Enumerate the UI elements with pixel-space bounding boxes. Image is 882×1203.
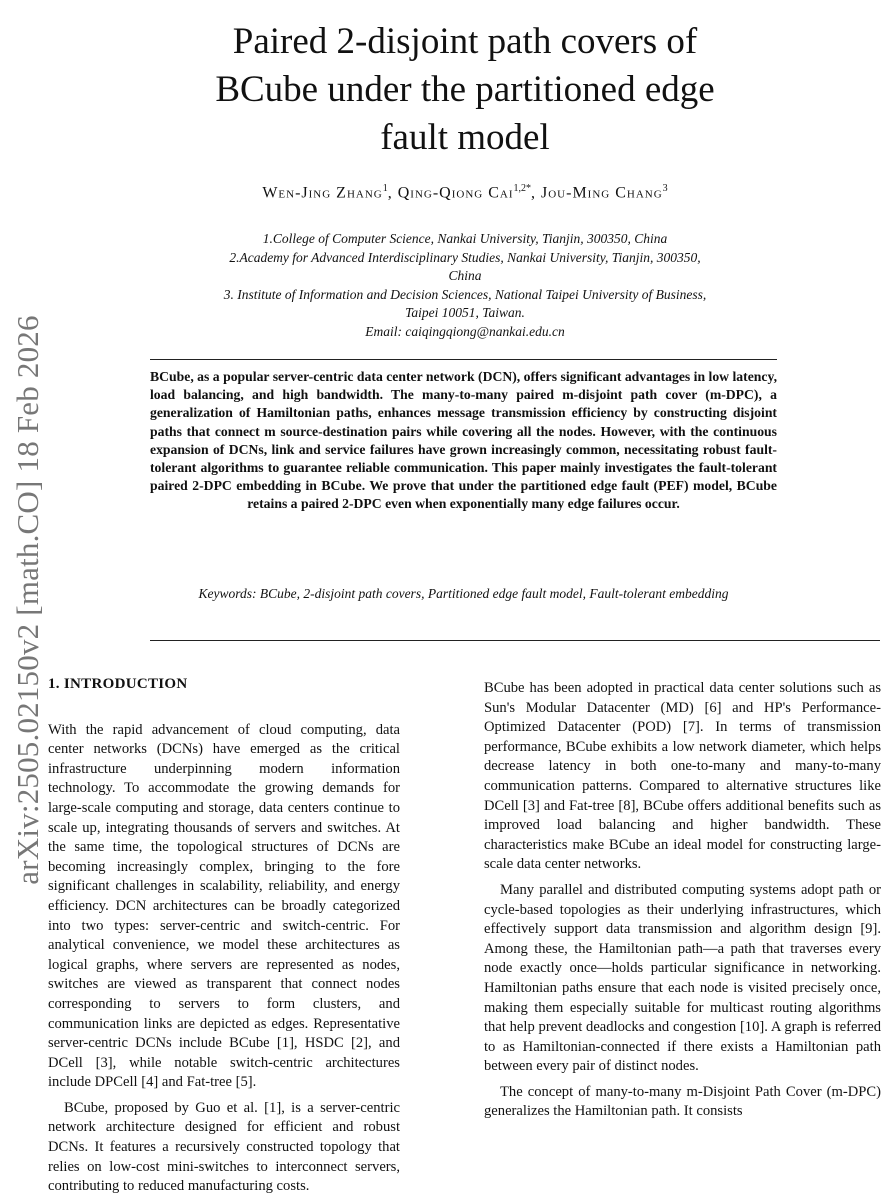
author-separator: , (387, 184, 398, 202)
title-line-3: fault model (380, 117, 550, 158)
paragraph: With the rapid advancement of cloud computing, data center networks (DCNs) have emerged as the critical infrastructure underpinning modern information technology. To accommodate the growing demands for large-scale computing and storage, data centers continue to scale up, integrating thousands of servers and switches. At the same time, the topological structures of DCNs are becoming increasingly complex, bringing to the fore significant challenges in scalability, reliability, and energy efficiency. DCN architectures can be broadly categorized into two types: server-centric and switch-centric. For analytical convenience, we model these architectures as logical graphs, where servers are represented as nodes, switches are viewed as transparent that connect nodes corresponding to servers to form clusters, and communication links are depicted as edges. Representative server-centric DCNs include BCube [1], HSDC [2], and DCell [3], while notable switch-centric architectures include DPCell [4] and Fat-tree [5]. (48, 721, 400, 1091)
affiliation-line: Taipei 10051, Taiwan. (405, 305, 525, 320)
section-heading: 1. INTRODUCTION (48, 676, 188, 692)
abstract-top-rule (150, 359, 777, 360)
author-2-affil: 1,2* (513, 183, 531, 194)
paper-title (150, 18, 780, 162)
author-1-affil: 1 (382, 183, 388, 194)
paragraph: BCube, proposed by Guo et al. [1], is a server-centric network architecture designed for efficient and robust DCNs. It features a recursively constructed topology that relies on low-cost mini-switches to interconnect servers, contributing to reduced manufacturing costs. (48, 1099, 400, 1195)
author-3: Jou-Ming Chang (541, 184, 663, 202)
title-line-2: BCube under the partitioned edge (215, 69, 715, 110)
author-1: Wen-Jing Zhang (262, 184, 383, 202)
affiliation-line: 3. Institute of Information and Decision Sciences, National Taipei University of Business, (223, 286, 707, 302)
affiliation-line: 2.Academy for Advanced Interdisciplinary Studies, Nankai University, Tianjin, 300350, (229, 249, 701, 265)
affiliation-line: China (448, 268, 482, 283)
author-3-affil: 3 (662, 183, 668, 194)
paragraph: The concept of many-to-many m-Disjoint Path Cover (m-DPC) generalizes the Hamiltonian path. It consists (484, 1083, 881, 1120)
author-list (150, 183, 780, 202)
title-line-1: Paired 2-disjoint path covers of (232, 21, 698, 62)
paragraph: BCube has been adopted in practical data center solutions such as Sun's Modular Datacenter (MD) [6] and HP's Performance-Optimized Datacenter (POD) [7]. In terms of transmission performance, BCube exhibits a low network diameter, which helps decrease latency in both one-to-many and many-to-many communication patterns. Compared to alternative structures like DCell [3] and Fat-tree [8], BCube offers additional benefits such as improved load balancing and higher bandwidth. These characteristics make BCube an ideal model for constructing large-scale data center networks. (484, 680, 881, 873)
paragraph: Many parallel and distributed computing systems adopt path or cycle-based topologies as their underlying infrastructures, which effectively support data transmission and algorithm design [9]. Among these, the Hamiltonian path—a path that traverses every node exactly once—holds particular significance in networking. Hamiltonian paths ensure that each node is visited precisely once, making them especially suitable for multicast routing algorithms that help prevent deadlocks and congestion [10]. A graph is referred to as Hamiltonian-connected if there exists a Hamiltonian path between every pair of distinct nodes. (484, 881, 881, 1075)
right-column (484, 679, 881, 1128)
abstract-bottom-rule (150, 640, 880, 641)
arxiv-stamp: arXiv:2505.02150v2 [math.CO] 18 Feb 2026 (10, 315, 45, 885)
email-line: Email: caiqingqiong@nankai.edu.cn (365, 323, 565, 339)
author-2: Qing-Qiong Cai (397, 184, 514, 202)
keywords: Keywords: BCube, 2-disjoint path covers, Partitioned edge fault model, Fault-tolerant embedding (198, 586, 729, 601)
left-column (48, 675, 400, 1203)
abstract: BCube, as a popular server-centric data center network (DCN), offers significant advantages in low latency, load balancing, and high bandwidth. The many-to-many paired m-disjoint path cover (m-DPC), a generalization of Hamiltonian paths, enhances message transmission efficiency by constructing disjoint paths that connect m source-destination pairs while covering all the nodes. However, with the continuous expansion of DCNs, link and service failures have grown increasingly common, necessitating robust fault-tolerant algorithms to guarantee reliable communication. This paper mainly investigates the fault-tolerant paired 2-DPC embedding in BCube. We prove that under the partitioned edge fault (PEF) model, BCube retains a paired 2-DPC even when exponentially many edge failures occur. (150, 369, 777, 512)
affiliations (150, 230, 780, 341)
author-separator: , (531, 184, 541, 202)
affiliation-line: 1.College of Computer Science, Nankai University, Tianjin, 300350, China (262, 231, 668, 246)
